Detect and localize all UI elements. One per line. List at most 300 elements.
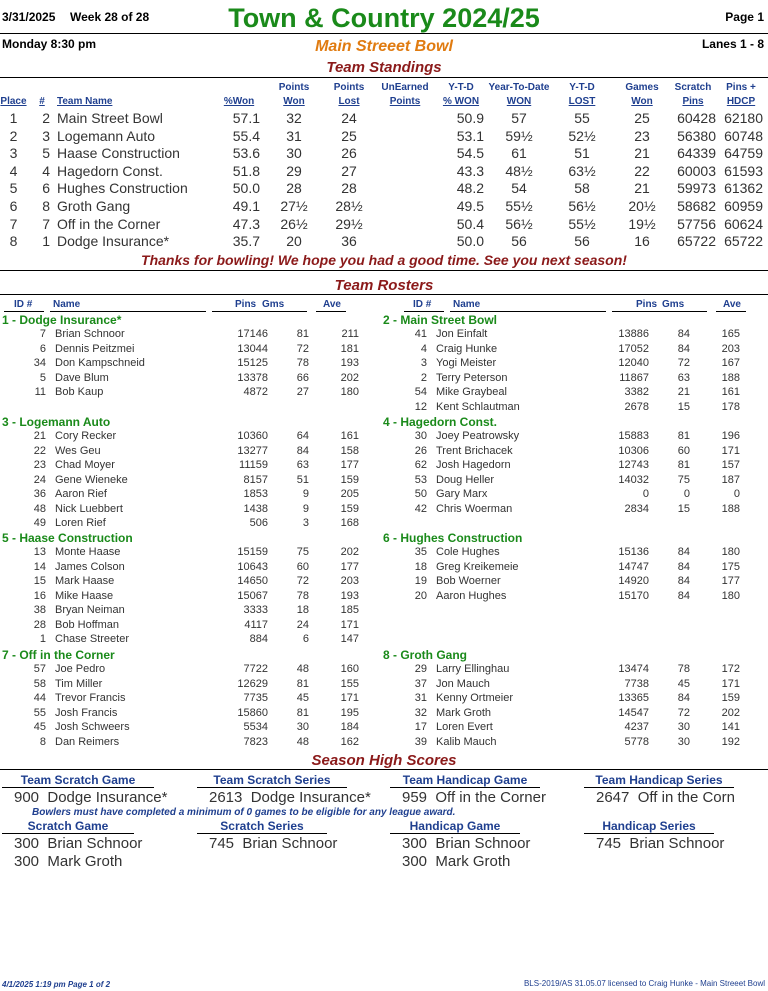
standings-cell-hdcp: 65722 <box>724 233 763 250</box>
standings-cell-num: 4 <box>42 162 50 179</box>
roster-player-row <box>2 721 382 735</box>
standings-cell-ytd-won: 56½ <box>505 215 533 232</box>
high-score-holder: Dodge Insurance* <box>47 789 168 806</box>
standings-cell-won: 32 <box>286 110 302 126</box>
player-gms: 48 <box>296 735 309 748</box>
player-pins: 10360 <box>237 430 268 442</box>
standings-cell-place: 4 <box>9 162 18 179</box>
player-pins: 15159 <box>237 546 268 558</box>
roster-player-row <box>2 445 382 459</box>
standings-cell-team: Logemann Auto <box>57 127 156 144</box>
standings-cell-pct: 57.1 <box>232 110 260 126</box>
player-id: 24 <box>33 473 46 486</box>
standings-cell-place: 2 <box>9 127 18 144</box>
col-pts-lost-2: Lost <box>338 96 360 107</box>
player-id: 41 <box>414 328 427 340</box>
high-score-entry <box>14 853 122 870</box>
player-gms: 66 <box>296 371 309 384</box>
roster-player-row <box>383 736 763 750</box>
player-name: Josh Schweers <box>55 721 130 733</box>
player-gms: 84 <box>677 692 690 704</box>
standings-cell-games: 19½ <box>628 215 656 232</box>
player-id: 49 <box>33 517 46 529</box>
player-ave: 193 <box>340 589 359 602</box>
roster-player-row <box>2 343 382 357</box>
player-ave: 188 <box>721 502 740 515</box>
player-ave: 202 <box>721 706 740 719</box>
roster-player-row <box>383 459 763 473</box>
player-gms: 64 <box>296 430 309 442</box>
high-score-value: 300 <box>402 835 428 852</box>
player-gms: 30 <box>296 721 309 733</box>
week-label: Week 28 of 28 <box>70 10 150 24</box>
high-score-category: Team Scratch Series <box>213 773 331 787</box>
high-score-category: Scratch Game <box>27 819 109 833</box>
standings-cell-ytd-lost: 56 <box>574 233 590 250</box>
high-score-entry <box>596 789 735 806</box>
standings-cell-hdcp: 60624 <box>724 215 763 232</box>
player-ave: 196 <box>721 430 740 442</box>
roster-team-name: 4 - Hagedorn Const. <box>383 415 498 429</box>
standings-cell-hdcp: 61593 <box>724 162 763 179</box>
player-id: 42 <box>414 502 427 515</box>
roster-player-row <box>2 474 382 488</box>
player-ave: 180 <box>721 589 740 602</box>
player-gms: 45 <box>296 692 309 704</box>
high-score-entry <box>14 835 142 852</box>
roster-player-row <box>383 357 763 371</box>
player-gms: 81 <box>296 677 309 690</box>
standings-cell-ytd-lost: 55 <box>574 110 590 126</box>
standings-cell-games: 20½ <box>628 198 656 214</box>
player-ave: 147 <box>340 633 359 645</box>
standings-row <box>0 216 768 233</box>
standings-cell-ytd-won: 59½ <box>505 127 533 144</box>
player-name: Nick Luebbert <box>55 502 123 515</box>
player-id: 19 <box>414 575 427 587</box>
standings-cell-lost: 25 <box>341 127 357 144</box>
high-score-value: 2613 <box>209 789 243 806</box>
page-number: Page 1 <box>725 10 764 24</box>
standings-cell-games: 23 <box>634 127 650 144</box>
player-gms: 21 <box>677 386 690 398</box>
standings-cell-ytd-lost: 63½ <box>568 162 596 179</box>
player-id: 20 <box>414 589 427 602</box>
player-name: Brian Schnoor <box>55 328 125 340</box>
player-ave: 0 <box>733 488 740 500</box>
player-name: Bob Woerner <box>436 575 501 587</box>
standings-cell-place: 8 <box>9 233 18 250</box>
high-score-holder: Off in the Corn <box>637 789 735 806</box>
player-pins: 17146 <box>237 328 268 340</box>
player-pins: 13474 <box>618 663 649 675</box>
player-id: 54 <box>414 386 427 398</box>
player-name: Mark Groth <box>436 706 492 719</box>
standings-cell-team: Hagedorn Const. <box>57 162 163 179</box>
high-score-entry <box>402 789 546 806</box>
standings-title: Team Standings <box>326 59 442 76</box>
player-gms: 48 <box>296 663 309 675</box>
report-date: 3/31/2025 <box>2 10 56 24</box>
standings-cell-ytd-pct: 53.1 <box>456 127 484 144</box>
high-score-value: 2647 <box>596 789 630 806</box>
standings-cell-lost: 24 <box>341 110 357 126</box>
roster-player-row <box>383 503 763 517</box>
player-pins: 14547 <box>618 706 649 719</box>
player-id: 15 <box>33 575 46 587</box>
high-score-entry <box>209 789 371 806</box>
roster-team-name: 1 - Dodge Insurance* <box>2 313 122 327</box>
player-id: 4 <box>420 342 427 355</box>
player-name: Kent Schlautman <box>436 400 520 413</box>
player-id: 3 <box>420 357 427 369</box>
standings-cell-num: 7 <box>42 215 50 232</box>
print-timestamp: 4/1/2025 1:19 pm Page 1 of 2 <box>2 980 111 989</box>
player-gms: 81 <box>296 706 309 719</box>
roster-player-row <box>2 707 382 721</box>
day-time: Monday 8:30 pm <box>2 37 97 51</box>
player-gms: 6 <box>302 633 309 645</box>
col-unearned-1: UnEarned <box>381 82 429 93</box>
col-ytd-lost-1: Y-T-D <box>569 82 595 93</box>
player-pins: 7738 <box>624 677 649 690</box>
player-name: Dan Reimers <box>55 735 120 748</box>
player-name: Aaron Hughes <box>436 589 507 602</box>
player-gms: 60 <box>677 444 690 457</box>
header-divider <box>0 33 768 34</box>
license-info: BLS-2019/AS 31.05.07 licensed to Craig Hunke - Main Streeet Bowl <box>523 979 765 988</box>
col-pct: %Won <box>223 96 255 107</box>
standings-cell-place: 1 <box>9 110 18 126</box>
player-ave: 160 <box>340 663 359 675</box>
player-name: Aaron Rief <box>55 488 107 500</box>
standings-divider <box>0 77 768 78</box>
roster-col-gms: Gms <box>262 299 285 310</box>
player-pins: 15125 <box>237 357 268 369</box>
roster-player-row <box>2 575 382 589</box>
player-id: 23 <box>33 459 46 471</box>
player-id: 53 <box>414 473 427 486</box>
standings-cell-won: 27½ <box>280 198 308 214</box>
col-team: Team Name <box>57 96 113 107</box>
standings-cell-pct: 35.7 <box>232 233 260 250</box>
player-id: 36 <box>33 488 46 500</box>
roster-player-row <box>2 430 382 444</box>
roster-player-row <box>2 386 382 400</box>
standings-cell-lost: 28 <box>341 180 357 197</box>
player-pins: 884 <box>249 633 268 645</box>
player-gms: 15 <box>677 400 690 413</box>
roster-player-row <box>383 546 763 560</box>
player-ave: 187 <box>721 473 740 486</box>
standings-cell-games: 25 <box>634 110 650 126</box>
col-ytd-lost-2: LOST <box>568 96 596 107</box>
standings-cell-place: 6 <box>9 198 18 214</box>
roster-player-row <box>383 678 763 692</box>
player-id: 21 <box>33 430 46 442</box>
player-pins: 13378 <box>237 371 268 384</box>
player-pins: 15067 <box>237 589 268 602</box>
standings-cell-pct: 50.0 <box>232 180 260 197</box>
player-ave: 177 <box>340 560 359 573</box>
roster-team-name: 8 - Groth Gang <box>383 648 467 662</box>
player-pins: 2834 <box>624 502 649 515</box>
player-name: Bob Kaup <box>55 386 104 398</box>
player-name: Mike Graybeal <box>436 386 507 398</box>
standings-cell-won: 28 <box>286 180 302 197</box>
roster-player-row <box>383 575 763 589</box>
player-id: 62 <box>414 459 427 471</box>
player-ave: 177 <box>721 575 740 587</box>
roster-player-row <box>2 328 382 342</box>
standings-cell-scratch: 60003 <box>677 162 716 179</box>
player-id: 12 <box>414 400 427 413</box>
standings-cell-lost: 26 <box>341 145 357 162</box>
roster-col-pins: Pins <box>636 299 658 310</box>
player-name: Chad Moyer <box>55 459 115 471</box>
player-name: James Colson <box>55 560 125 573</box>
roster-player-row <box>2 561 382 575</box>
player-ave: 159 <box>340 502 359 515</box>
player-pins: 17052 <box>618 342 649 355</box>
player-gms: 72 <box>296 342 309 355</box>
rosters-title: Team Rosters <box>334 277 434 294</box>
player-id: 55 <box>33 706 46 719</box>
player-gms: 81 <box>677 430 690 442</box>
player-id: 16 <box>33 589 46 602</box>
player-id: 48 <box>33 502 46 515</box>
standings-cell-ytd-won: 57 <box>511 110 527 126</box>
player-pins: 12743 <box>618 459 649 471</box>
player-ave: 168 <box>340 517 359 529</box>
standings-cell-num: 8 <box>42 198 50 214</box>
standings-cell-pct: 47.3 <box>232 215 260 232</box>
player-ave: 171 <box>340 692 359 704</box>
player-name: Larry Ellinghau <box>436 663 510 675</box>
player-gms: 30 <box>677 721 690 733</box>
player-pins: 1438 <box>243 502 268 515</box>
high-score-holder: Mark Groth <box>47 853 123 870</box>
high-score-value: 300 <box>402 853 428 870</box>
player-pins: 13365 <box>618 692 649 704</box>
player-ave: 180 <box>721 546 740 558</box>
standings-cell-ytd-lost: 52½ <box>568 127 596 144</box>
col-ytd-pct-2: % WON <box>442 96 480 107</box>
standings-cell-hdcp: 60959 <box>724 198 763 214</box>
player-pins: 14032 <box>618 473 649 486</box>
player-ave: 205 <box>340 488 359 500</box>
player-pins: 15860 <box>237 706 268 719</box>
player-ave: 202 <box>340 546 359 558</box>
standings-cell-ytd-pct: 48.2 <box>456 180 484 197</box>
player-id: 17 <box>414 721 427 733</box>
roster-player-row <box>383 561 763 575</box>
player-pins: 13886 <box>618 328 649 340</box>
high-score-value: 745 <box>209 835 235 852</box>
player-id: 7 <box>39 328 46 340</box>
player-name: Kalib Mauch <box>436 735 497 748</box>
player-id: 58 <box>33 677 46 690</box>
player-id: 22 <box>33 444 46 457</box>
player-gms: 84 <box>677 328 690 340</box>
player-pins: 4117 <box>244 618 268 631</box>
roster-player-row <box>383 474 763 488</box>
standings-cell-lost: 36 <box>341 233 357 250</box>
player-id: 34 <box>33 357 46 369</box>
player-pins: 5534 <box>243 721 268 733</box>
roster-player-row <box>383 488 763 502</box>
standings-cell-ytd-pct: 50.4 <box>456 215 484 232</box>
player-ave: 161 <box>340 430 359 442</box>
roster-player-row <box>2 357 382 371</box>
player-pins: 11159 <box>239 459 268 471</box>
player-id: 57 <box>33 663 46 675</box>
roster-team-name: 7 - Off in the Corner <box>2 648 115 662</box>
player-ave: 192 <box>721 735 740 748</box>
standings-row <box>0 180 768 197</box>
player-gms: 78 <box>677 663 690 675</box>
standings-cell-won: 20 <box>286 233 302 250</box>
standings-cell-lost: 29½ <box>335 215 363 232</box>
standings-row <box>0 128 768 145</box>
player-name: Bob Hoffman <box>55 618 120 631</box>
high-score-category: Team Handicap Game <box>402 773 528 787</box>
player-name: Loren Rief <box>55 517 106 529</box>
standings-cell-ytd-lost: 56½ <box>568 198 596 214</box>
col-scratch-1: Scratch <box>674 82 712 93</box>
standings-cell-pct: 49.1 <box>232 198 260 214</box>
player-pins: 4872 <box>243 386 268 398</box>
col-hdcp-1: Pins + <box>726 82 756 93</box>
rosters-divider <box>0 294 768 295</box>
roster-col-ave: Ave <box>323 299 341 310</box>
standings-cell-won: 26½ <box>280 215 308 232</box>
roster-col-name: Name <box>53 299 81 310</box>
high-score-value: 959 <box>402 789 428 806</box>
col-num: # <box>39 96 45 107</box>
player-pins: 7722 <box>243 663 268 675</box>
player-name: Wes Geu <box>55 444 101 457</box>
roster-team-name: 3 - Logemann Auto <box>2 415 111 429</box>
player-name: Jon Mauch <box>436 677 490 690</box>
player-gms: 30 <box>677 735 690 748</box>
lanes-label: Lanes 1 - 8 <box>701 37 764 51</box>
col-pts-won-2: Won <box>283 96 305 107</box>
roster-team-name: 5 - Haase Construction <box>2 531 133 545</box>
player-name: Chase Streeter <box>55 633 129 645</box>
player-gms: 63 <box>296 459 309 471</box>
player-ave: 157 <box>721 459 740 471</box>
standings-row <box>0 233 768 250</box>
standings-cell-won: 30 <box>286 145 302 162</box>
standings-row <box>0 110 768 127</box>
player-ave: 167 <box>721 357 740 369</box>
high-score-holder: Brian Schnoor <box>629 835 725 852</box>
standings-cell-num: 6 <box>42 180 50 197</box>
player-pins: 5778 <box>624 735 649 748</box>
player-ave: 177 <box>340 459 359 471</box>
standings-cell-ytd-pct: 50.0 <box>456 233 484 250</box>
player-gms: 84 <box>677 342 690 355</box>
standings-cell-hdcp: 61362 <box>724 180 763 197</box>
standings-cell-num: 5 <box>42 145 50 162</box>
player-ave: 202 <box>340 371 359 384</box>
player-name: Dennis Peitzmei <box>55 342 135 355</box>
high-score-value: 300 <box>14 835 40 852</box>
roster-player-row <box>383 430 763 444</box>
player-pins: 15136 <box>618 546 649 558</box>
player-id: 35 <box>414 546 427 558</box>
player-ave: 159 <box>721 692 740 704</box>
player-id: 13 <box>33 546 46 558</box>
player-name: Gene Wieneke <box>55 473 128 486</box>
player-id: 29 <box>414 663 427 675</box>
player-gms: 18 <box>296 604 309 616</box>
player-ave: 178 <box>721 400 740 413</box>
high-score-holder: Mark Groth <box>435 853 511 870</box>
high-score-entry <box>596 835 724 852</box>
player-id: 31 <box>414 692 427 704</box>
player-name: Mike Haase <box>55 589 114 602</box>
roster-player-row <box>2 678 382 692</box>
roster-player-row <box>383 707 763 721</box>
player-gms: 9 <box>302 502 309 515</box>
standings-cell-num: 1 <box>42 233 50 250</box>
player-id: 45 <box>33 721 46 733</box>
player-name: Dave Blum <box>55 371 109 384</box>
player-name: Terry Peterson <box>436 371 508 384</box>
roster-player-row <box>383 401 763 415</box>
standings-cell-ytd-lost: 51 <box>574 145 590 162</box>
standings-cell-games: 21 <box>634 145 650 162</box>
player-ave: 185 <box>340 604 359 616</box>
player-pins: 7735 <box>243 692 268 704</box>
player-ave: 193 <box>340 357 359 369</box>
player-id: 14 <box>33 560 46 573</box>
standings-cell-scratch: 60428 <box>677 110 716 126</box>
player-id: 37 <box>414 677 427 690</box>
player-gms: 60 <box>296 560 309 573</box>
col-ytd-pct-1: Y-T-D <box>448 82 474 93</box>
col-hdcp-2: HDCP <box>726 96 756 107</box>
player-pins: 7823 <box>243 735 268 748</box>
high-score-value: 900 <box>14 789 40 806</box>
player-ave: 203 <box>340 575 359 587</box>
player-pins: 8157 <box>243 473 268 486</box>
standings-cell-num: 2 <box>42 110 50 126</box>
roster-col-pins: Pins <box>235 299 257 310</box>
roster-player-row <box>2 459 382 473</box>
standings-cell-lost: 27 <box>341 162 357 179</box>
standings-cell-ytd-lost: 58 <box>574 180 590 197</box>
player-pins: 14747 <box>618 560 649 573</box>
col-games-1: Games <box>625 82 659 93</box>
player-name: Yogi Meister <box>436 357 497 369</box>
player-id: 5 <box>39 371 46 384</box>
player-ave: 171 <box>340 618 359 631</box>
standings-cell-place: 7 <box>9 215 18 232</box>
player-pins: 15170 <box>618 589 649 602</box>
player-name: Chris Woerman <box>436 502 513 515</box>
standings-cell-team: Off in the Corner <box>57 215 161 232</box>
col-place: Place <box>0 96 27 107</box>
player-gms: 9 <box>302 488 309 500</box>
player-gms: 27 <box>296 386 309 398</box>
player-ave: 184 <box>340 721 359 733</box>
player-id: 44 <box>33 692 46 704</box>
player-gms: 84 <box>677 589 690 602</box>
high-score-holder: Brian Schnoor <box>242 835 338 852</box>
